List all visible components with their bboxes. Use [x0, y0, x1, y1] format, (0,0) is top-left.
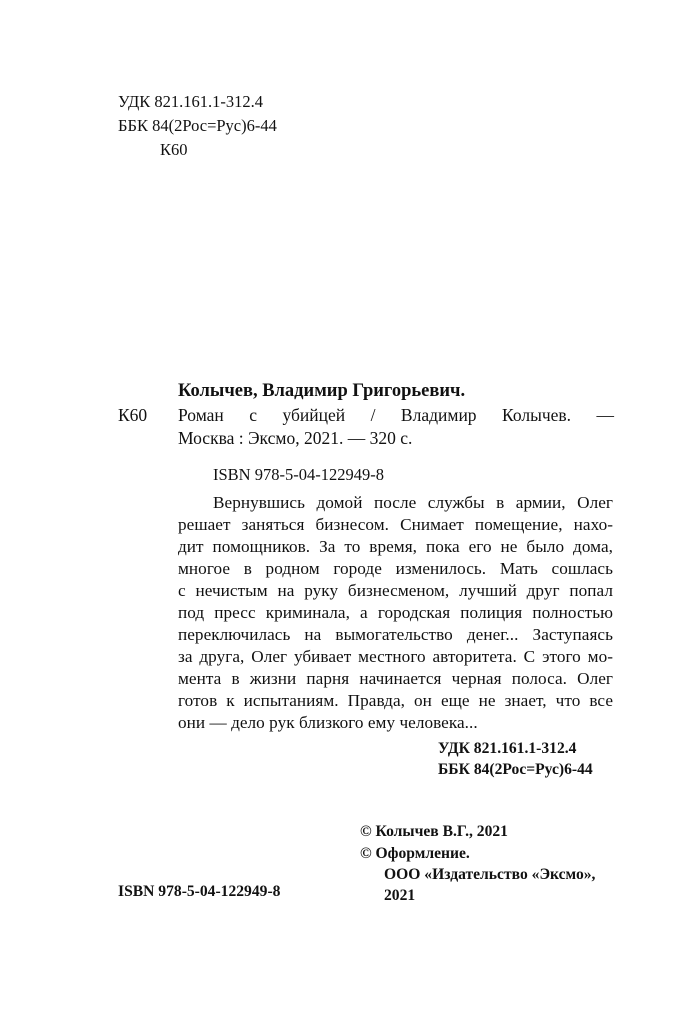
- top-author-mark: К60: [160, 140, 188, 159]
- copyright-author: © Колычев В.Г., 2021: [360, 823, 508, 840]
- abstract-line: готов к испытаниям. Правда, он еще не знает, что все: [178, 691, 613, 710]
- abstract-line: переключилась на вымогательство денег... Заступаясь: [178, 625, 613, 644]
- publisher-year: 2021: [384, 887, 416, 904]
- copyright-design: © Оформление.: [360, 845, 470, 862]
- abstract-line: Вернувшись домой после службы в армии, Олег: [213, 493, 613, 512]
- bottom-bbk: ББК 84(2Рос=Рус)6-44: [438, 761, 593, 778]
- abstract-line: они — дело рук близкого ему человека...: [178, 713, 478, 732]
- catalog-title-line-1: Роман с убийцей / Владимир Колычев. —: [178, 405, 614, 425]
- bottom-udk: УДК 821.161.1-312.4: [438, 740, 577, 757]
- abstract-line: многое в родном городе изменилось. Мать сошлась: [178, 559, 613, 578]
- top-bbk: ББК 84(2Рос=Рус)6-44: [118, 116, 277, 135]
- abstract-line: дит помощников. За то время, пока его не было дома,: [178, 537, 613, 556]
- top-udk: УДК 821.161.1-312.4: [118, 92, 264, 111]
- abstract-line: за друга, Олег убивает местного авторитета. С этого мо-: [178, 647, 613, 666]
- catalog-author: Колычев, Владимир Григорьевич.: [178, 381, 466, 401]
- abstract-line: под пресс криминала, а городская полиция полностью: [178, 603, 613, 622]
- abstract-line: с нечистым на руку бизнесменом, лучший друг попал: [178, 581, 613, 600]
- publisher-name: ООО «Издательство «Эксмо»,: [384, 866, 596, 883]
- catalog-isbn: ISBN 978-5-04-122949-8: [213, 465, 384, 484]
- catalog-author-mark: К60: [118, 405, 148, 425]
- footer-isbn: ISBN 978-5-04-122949-8: [118, 883, 281, 900]
- abstract-line: мента в жизни парня начинается черная полоса. Олег: [178, 669, 613, 688]
- abstract-line: решает заняться бизнесом. Снимает помещение, нахо-: [178, 515, 613, 534]
- catalog-title-line-2: Москва : Эксмо, 2021. — 320 с.: [178, 428, 413, 448]
